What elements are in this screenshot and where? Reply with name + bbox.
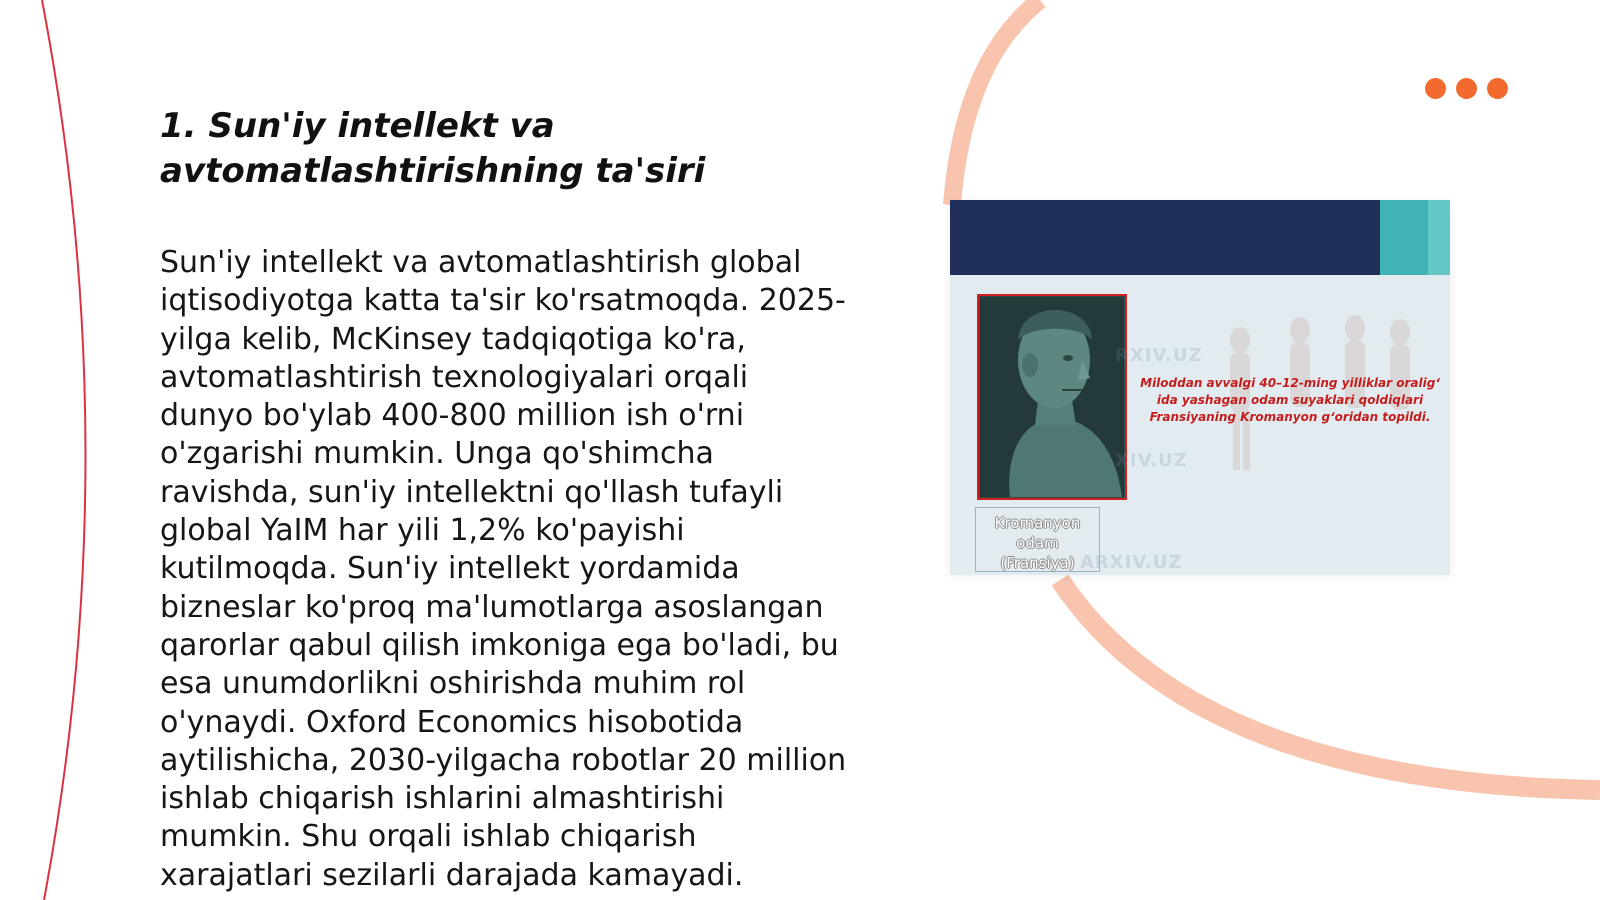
decorative-dots (1425, 78, 1515, 100)
image-caption-line-3: Fransiyaning Kromanyon gʻoridan topildi. (1149, 410, 1431, 424)
image-caption-line-1: Miloddan avvalgi 40–12-ming yilliklar oraligʻ (1140, 376, 1440, 390)
orange-arc-lower (1060, 580, 1600, 790)
portrait-label-line-1: Kromanyon (994, 514, 1081, 532)
slide-title-line-1: 1. Sun'iy intellekt va (160, 106, 555, 146)
watermark-text: RXIV.UZ (1115, 345, 1203, 366)
slide-body-text: Sun'iy intellekt va avtomatlashtirish global iqtisodiyotga katta ta'sir ko'rsatmoqda. 2025-yilga kelib, McKinsey tadqiqotiga ko'ra, avtomatlashtirish texnologiyalari orqali dunyo bo'ylab 400-800 million ish o'rni o'zgarishi mumkin. Unga qo'shimcha ravishda, sun'iy intellektni qo'llash tufayli global YaIM har yili 1,2% ko'payishi kutilmoqda. Sun'iy intellekt yordamida bizneslar ko'proq ma'lumotlarga asoslangan qarorlar qabul qilish imkoniga ega bo'ladi, bu esa unumdorlikni oshirishda muhim rol o'ynaydi. Oxford Economics hisobotida aytilishicha, 2030-yilgacha robotlar 20 million ishlab chiqarish ishlarini almashtirishi mumkin. Shu orqali ishlab chiqarish xarajatlari sezilarli darajada kamayadi. (160, 245, 847, 893)
watermark-text: XIV.UZ (1115, 450, 1188, 471)
image-caption (1140, 375, 1440, 426)
image-caption-line-2: ida yashagan odam suyaklari qoldiqlari (1156, 393, 1424, 407)
slide-title-line-2: avtomatlashtirishning ta'siri (160, 151, 706, 191)
watermark-text: ARXIV.UZ (1080, 552, 1183, 573)
bust-sculpture (980, 297, 1124, 497)
slide-title (160, 104, 860, 194)
dot-icon (1456, 78, 1477, 99)
orange-arc-upper (952, 0, 1040, 205)
portrait-label-line-2: odam (1016, 534, 1059, 552)
illustration-image (950, 200, 1450, 575)
dot-icon (1487, 78, 1508, 99)
left-red-curve (42, 0, 86, 900)
dot-icon (1425, 78, 1446, 99)
portrait-name-label (975, 507, 1100, 572)
portrait-label-line-3: (Fransiya) (1000, 554, 1075, 572)
